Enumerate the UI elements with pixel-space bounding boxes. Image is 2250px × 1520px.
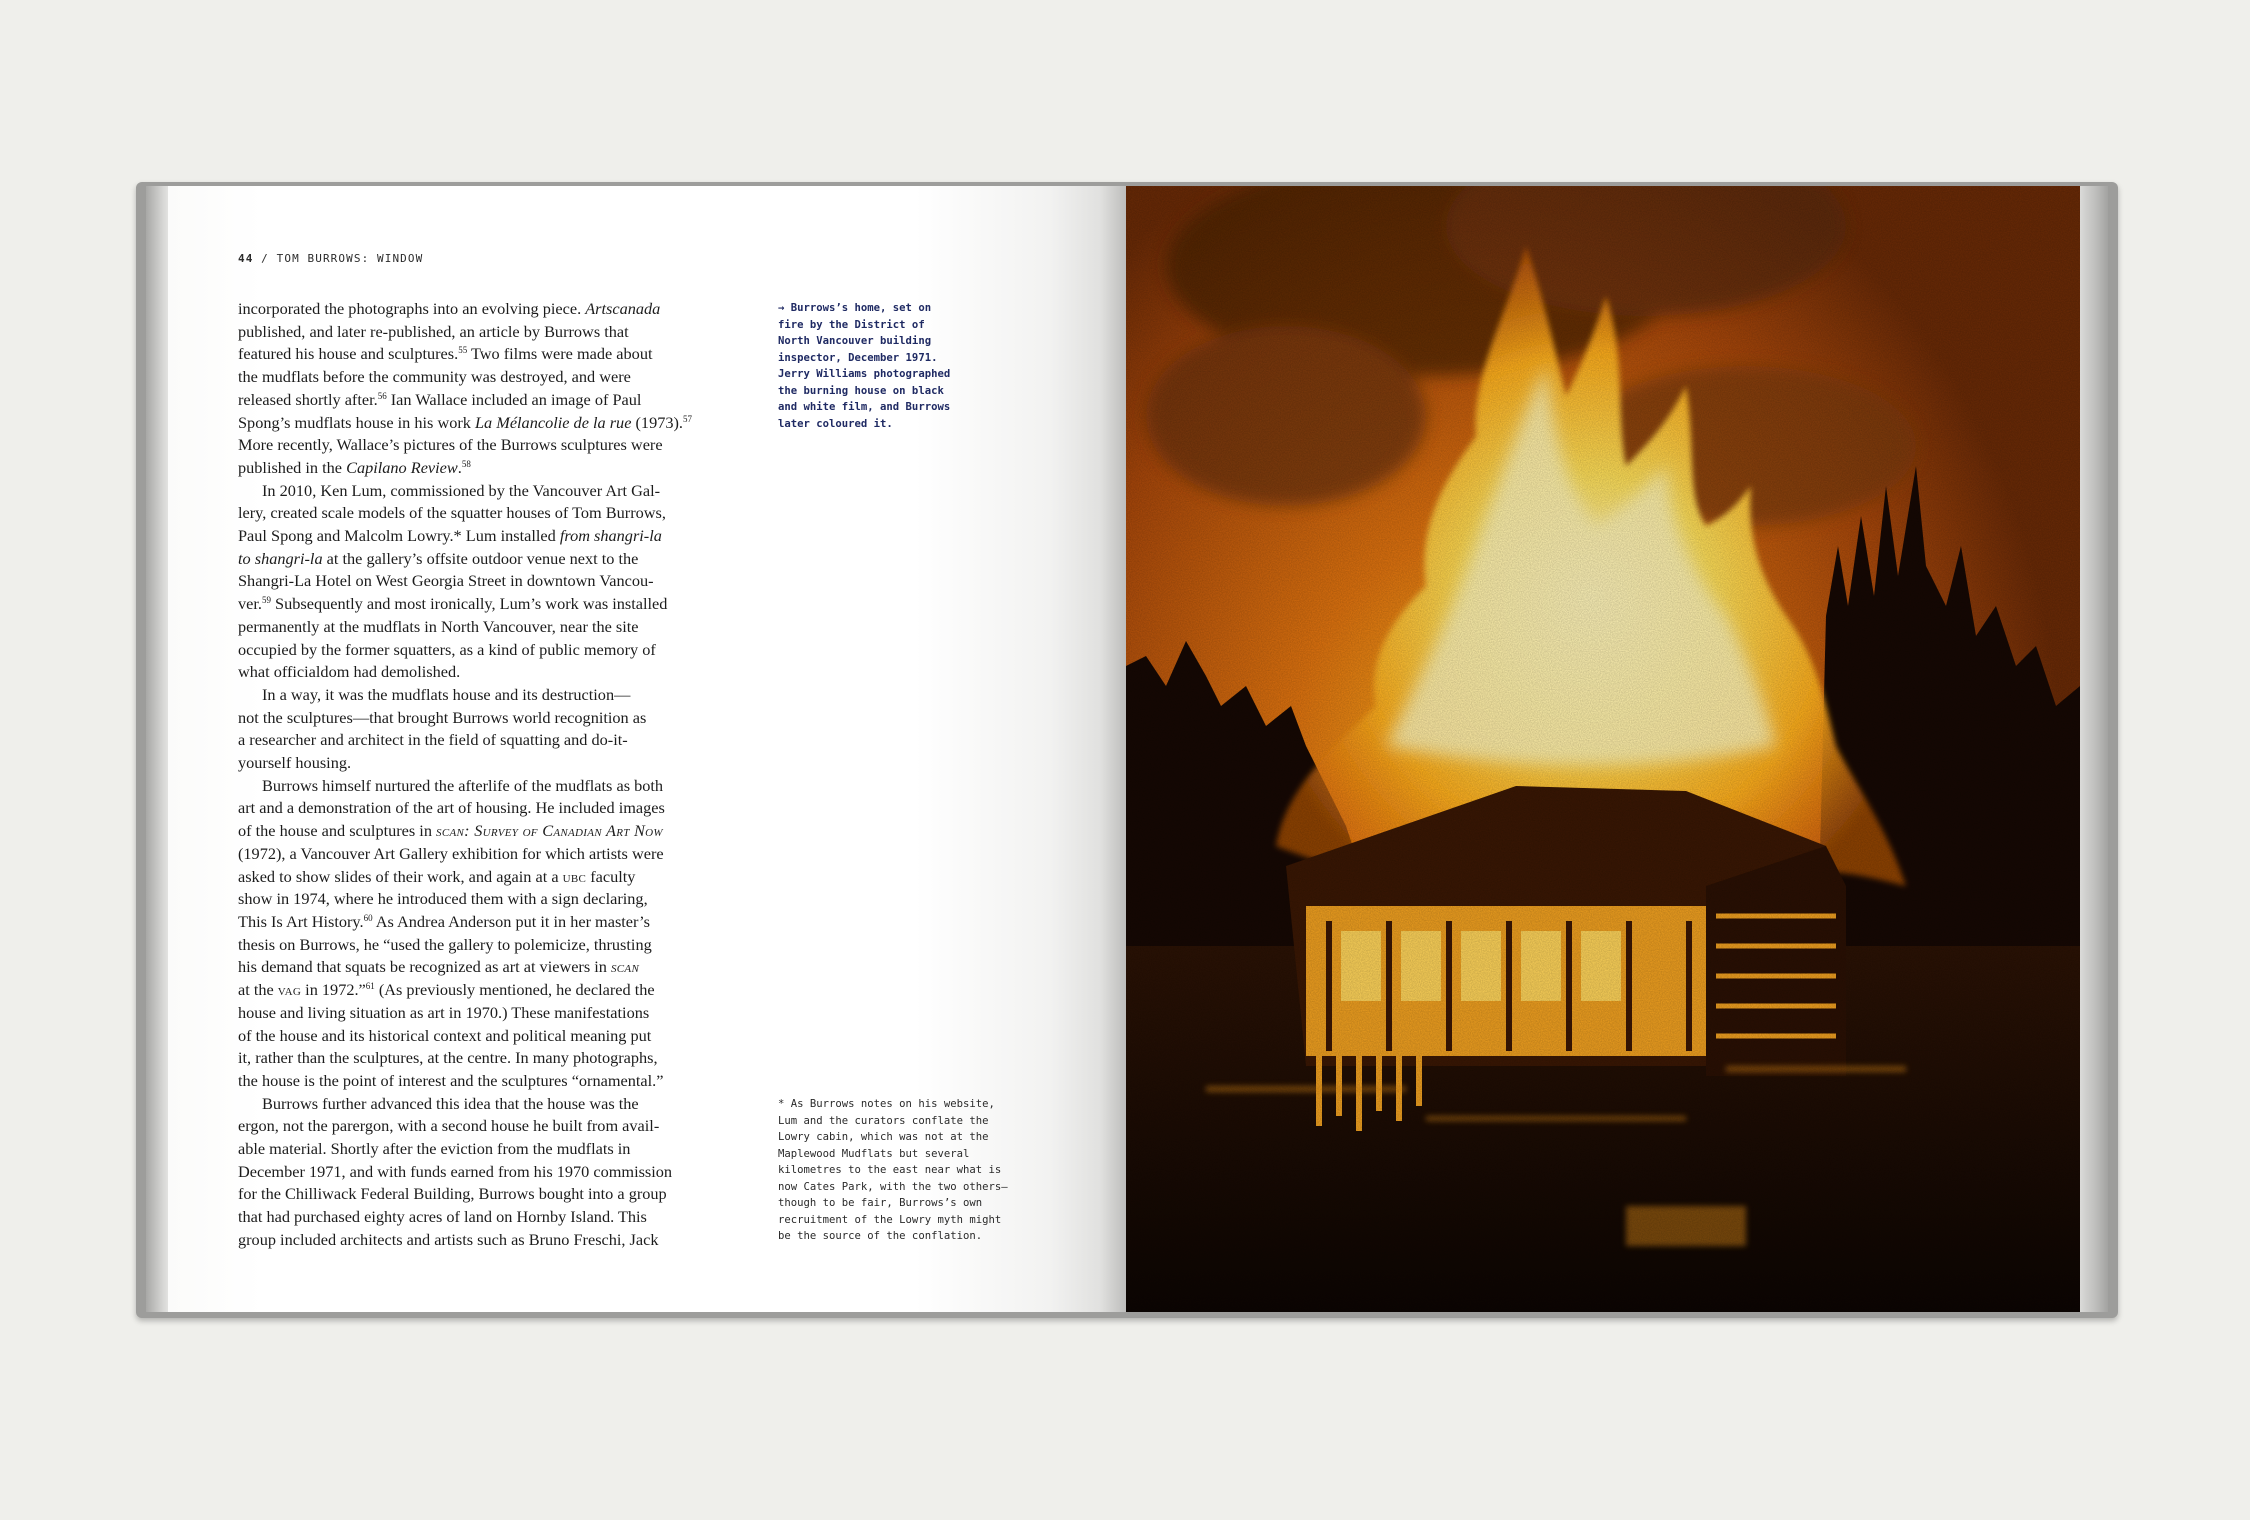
- body-text-run: published in the: [238, 457, 347, 477]
- caption-line: → Burrows’s home, set on: [778, 302, 932, 314]
- body-line: [238, 434, 713, 457]
- endnote-ref: 55: [458, 345, 468, 356]
- caption-line: Jerry Williams photographed: [778, 368, 951, 380]
- body-text-run: art and a demonstration of the art of housing. He included images: [238, 798, 665, 818]
- body-text-run: occupied by the former squatters, as a kind of public memory of: [238, 639, 656, 659]
- body-text-run: it, rather than the sculptures, at the centre. In many photographs,: [238, 1048, 658, 1068]
- endnote-ref: 57: [682, 413, 692, 424]
- body-line: [238, 1206, 713, 1229]
- body-text-run: More recently, Wallace’s pictures of the Burrows sculptures were: [238, 435, 663, 455]
- body-text-run: ver.: [238, 594, 262, 614]
- body-line: [238, 934, 713, 957]
- right-page-photo: [1126, 186, 2080, 1312]
- body-text-run: to shangri-la: [238, 548, 323, 568]
- body-text-run: December 1971, and with funds earned from his 1970 commission: [238, 1161, 673, 1181]
- caption-line: inspector, December 1971.: [778, 351, 938, 364]
- body-line: [238, 1183, 713, 1206]
- body-text-run: not the sculptures—that brought Burrows world recognition as: [238, 707, 647, 727]
- body-line: [238, 321, 713, 344]
- body-text-run: Burrows further advanced this idea that the house was the: [262, 1093, 639, 1113]
- body-text-run: house and living situation as art in 1970.) These manifestations: [238, 1002, 650, 1022]
- body-text-run: (As previously mentioned, he declared the: [374, 980, 655, 1000]
- body-text-run: at the gallery’s offsite outdoor venue next to the: [322, 548, 639, 568]
- body-text-run: yourself housing.: [238, 753, 352, 773]
- body-line: [238, 480, 713, 503]
- body-text-run: a researcher and architect in the field of squatting and do-it-: [238, 730, 628, 750]
- body-line: [238, 843, 713, 866]
- footnote-line: kilometres to the east near what is: [778, 1164, 1002, 1176]
- body-line: [238, 911, 713, 934]
- running-head: [238, 252, 423, 265]
- body-line: [238, 775, 713, 798]
- body-text-run: In a way, it was the mudflats house and its destruction—: [262, 684, 631, 704]
- caption-line: North Vancouver building: [778, 335, 932, 347]
- body-text-run: show in 1974, where he introduced them with a sign declaring,: [238, 889, 648, 909]
- body-line: [238, 1229, 713, 1252]
- body-line: [238, 570, 713, 593]
- body-text-run: Capilano Review: [346, 457, 458, 477]
- footnote-line: now Cates Park, with the two others—: [778, 1180, 1008, 1193]
- footnote-line: Lum and the curators conflate the: [778, 1114, 989, 1127]
- body-line: [238, 1070, 713, 1093]
- body-text-run: Spong’s mudflats house in his work: [238, 412, 475, 432]
- body-text-run: lery, created scale models of the squatter houses of Tom Burrows,: [238, 503, 666, 523]
- body-line: [238, 1161, 713, 1184]
- body-text-run: in 1972.”: [301, 980, 366, 1000]
- body-text-run: published, and later re-published, an article by Burrows that: [238, 321, 629, 341]
- body-text-run: that had purchased eighty acres of land on Hornby Island. This: [238, 1207, 647, 1227]
- body-text-run: released shortly after.: [238, 389, 378, 409]
- body-line: [238, 979, 713, 1002]
- photo-caption: [778, 300, 1018, 432]
- footnote: [778, 1096, 1018, 1245]
- caption-line: later coloured it.: [778, 417, 893, 430]
- body-text-run: for the Chilliwack Federal Building, Burrows bought into a group: [238, 1184, 667, 1204]
- body-text-run: from shangri-la: [559, 526, 662, 546]
- body-text-run: (1973).: [631, 412, 683, 432]
- body-text-run: ubc: [562, 866, 587, 886]
- body-text-run: .: [457, 457, 462, 477]
- body-text-run: able material. Shortly after the eviction from the mudflats in: [238, 1139, 631, 1159]
- page-number: 44: [238, 252, 254, 265]
- body-line: [238, 548, 713, 571]
- endnote-ref: 60: [363, 912, 373, 923]
- body-line: [238, 366, 713, 389]
- page-block-edge-right: [2078, 186, 2108, 1312]
- body-text-run: group included architects and artists such as Bruno Freschi, Jack: [238, 1229, 659, 1249]
- body-text: [238, 298, 713, 1252]
- endnote-ref: 59: [261, 595, 271, 606]
- body-text-run: Burrows himself nurtured the afterlife of the mudflats as both: [262, 775, 664, 795]
- running-head-title: / TOM BURROWS: WINDOW: [253, 252, 424, 265]
- body-line: [238, 1093, 713, 1116]
- footnote-line: be the source of the conflation.: [778, 1230, 983, 1242]
- body-text-run: (1972), a Vancouver Art Gallery exhibition for which artists were: [238, 843, 664, 863]
- body-line: [238, 888, 713, 911]
- body-line: [238, 616, 713, 639]
- body-line: [238, 389, 713, 412]
- body-line: [238, 752, 713, 775]
- body-line: [238, 343, 713, 366]
- body-text-run: his demand that squats be recognized as art at viewers in: [238, 957, 611, 977]
- body-text-run: Two films were made about: [467, 344, 653, 364]
- body-text-run: scan: Survey of Canadian Art Now: [436, 821, 663, 841]
- body-text-run: Paul Spong and Malcolm Lowry.* Lum installed: [238, 526, 560, 546]
- body-text-run: at the: [238, 980, 278, 1000]
- body-line: [238, 707, 713, 730]
- body-line: [238, 1115, 713, 1138]
- body-text-run: asked to show slides of their work, and again at a: [238, 866, 563, 886]
- body-line: [238, 298, 713, 321]
- body-line: [238, 1138, 713, 1161]
- body-line: [238, 661, 713, 684]
- body-text-run: ergon, not the parergon, with a second house he built from avail-: [238, 1116, 660, 1136]
- body-text-run: Ian Wallace included an image of Paul: [386, 389, 642, 409]
- caption-line: fire by the District of: [778, 318, 925, 331]
- endnote-ref: 58: [461, 458, 471, 469]
- body-line: [238, 1025, 713, 1048]
- body-text-run: of the house and sculptures in: [238, 821, 437, 841]
- body-line: [238, 866, 713, 889]
- endnote-ref: 56: [377, 390, 387, 401]
- body-line: [238, 525, 713, 548]
- body-line: [238, 797, 713, 820]
- body-text-run: permanently at the mudflats in North Vancouver, near the site: [238, 616, 639, 636]
- body-line: [238, 412, 713, 435]
- body-line: [238, 1002, 713, 1025]
- body-text-run: In 2010, Ken Lum, commissioned by the Vancouver Art Gal-: [262, 480, 661, 500]
- body-line: [238, 457, 713, 480]
- body-text-run: This Is Art History.: [238, 911, 364, 931]
- body-text-run: Artscanada: [585, 299, 661, 318]
- caption-line: and white film, and Burrows: [778, 401, 951, 413]
- body-line: [238, 729, 713, 752]
- left-page: [168, 186, 1126, 1312]
- footnote-line: recruitment of the Lowry myth might: [778, 1213, 1002, 1226]
- body-line: [238, 593, 713, 616]
- body-text-run: the mudflats before the community was destroyed, and were: [238, 367, 631, 387]
- caption-line: the burning house on black: [778, 384, 944, 397]
- body-line: [238, 502, 713, 525]
- body-text-run: of the house and its historical context and political meaning put: [238, 1025, 652, 1045]
- body-text-run: Subsequently and most ironically, Lum’s work was installed: [270, 594, 668, 614]
- body-text-run: the house is the point of interest and the sculptures “ornamental.”: [238, 1070, 664, 1090]
- body-text-run: faculty: [586, 866, 636, 886]
- body-text-run: vag: [277, 980, 302, 1000]
- body-text-run: what officialdom had demolished.: [238, 662, 461, 682]
- footnote-line: Maplewood Mudflats but several: [778, 1147, 970, 1160]
- body-text-run: As Andrea Anderson put it in her master’s: [372, 911, 650, 931]
- body-line: [238, 1047, 713, 1070]
- body-text-run: Shangri-La Hotel on West Georgia Street in downtown Vancou-: [238, 571, 654, 591]
- body-line: [238, 639, 713, 662]
- footnote-line: Lowry cabin, which was not at the: [778, 1131, 989, 1143]
- body-text-run: La Mélancolie de la rue: [474, 412, 632, 432]
- footnote-line: though to be fair, Burrows’s own: [778, 1197, 983, 1209]
- body-text-run: scan: [611, 957, 640, 977]
- endnote-ref: 61: [365, 981, 375, 992]
- body-line: [238, 956, 713, 979]
- footnote-line: * As Burrows notes on his website,: [778, 1098, 995, 1110]
- gutter-shadow: [1100, 186, 1126, 1312]
- body-text-run: incorporated the photographs into an evolving piece.: [238, 299, 586, 318]
- body-text-run: featured his house and sculptures.: [238, 344, 459, 364]
- body-line: [238, 820, 713, 843]
- body-line: [238, 684, 713, 707]
- body-text-run: thesis on Burrows, he “used the gallery to polemicize, thrusting: [238, 934, 652, 954]
- burning-house-photo: [1126, 186, 2080, 1312]
